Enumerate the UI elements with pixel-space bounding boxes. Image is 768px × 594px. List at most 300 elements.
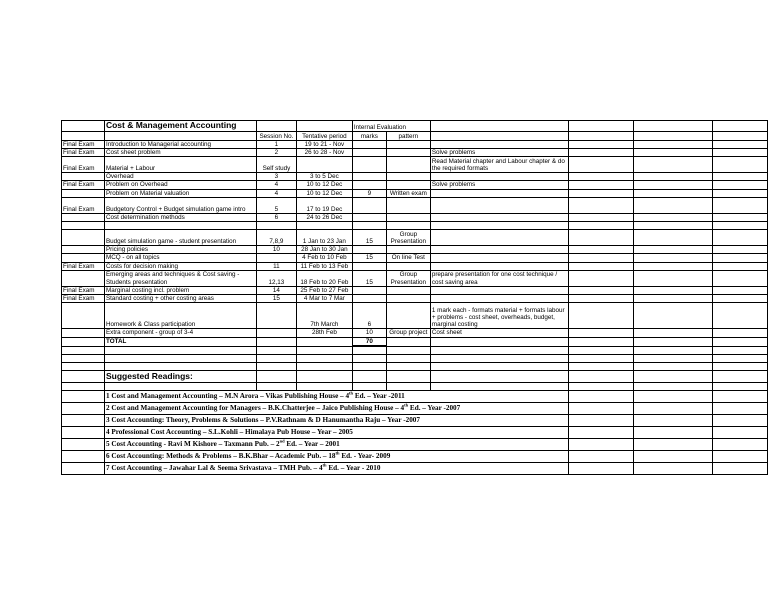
exam-type-cell: Final Exam xyxy=(62,286,105,294)
remarks-cell xyxy=(430,262,568,270)
marks-cell xyxy=(352,213,386,221)
cell xyxy=(256,370,296,382)
exam-type-cell xyxy=(62,173,105,181)
marks-cell xyxy=(352,197,386,213)
session-cell: 4 xyxy=(256,189,296,197)
remarks-cell xyxy=(430,246,568,254)
pattern-cell: Group Presentation xyxy=(386,230,430,246)
period-cell: 10 to 12 Dec xyxy=(296,189,352,197)
marks-cell xyxy=(352,157,386,173)
table-row xyxy=(62,213,768,221)
cell xyxy=(634,121,713,132)
cell xyxy=(568,140,634,148)
reading-text-end: Ed. – Year -2007 xyxy=(408,403,461,412)
marks-cell: 6 xyxy=(352,303,386,329)
cell xyxy=(256,362,296,370)
session-no-header: Session No. xyxy=(256,131,296,140)
pattern-cell: Group Presentation xyxy=(386,270,430,286)
period-cell: 7th March xyxy=(296,303,352,329)
pattern-cell: Written exam xyxy=(386,189,430,197)
table-row xyxy=(62,181,768,189)
marks-cell xyxy=(352,295,386,303)
marks-cell: 70 xyxy=(352,337,386,346)
period-cell: 3 to 5 Dec xyxy=(296,173,352,181)
cell xyxy=(352,370,386,382)
cell xyxy=(713,390,768,402)
table-row xyxy=(62,197,768,213)
cell xyxy=(430,354,568,362)
cell xyxy=(634,382,713,390)
session-cell: Self study xyxy=(256,157,296,173)
cell xyxy=(713,121,768,132)
session-cell xyxy=(256,222,296,230)
reading-row xyxy=(62,414,768,426)
cell xyxy=(62,402,105,414)
cell xyxy=(568,337,634,346)
period-cell: 28 Jan to 30 Jan xyxy=(296,246,352,254)
cell xyxy=(634,426,713,438)
table-row xyxy=(62,262,768,270)
exam-type-cell xyxy=(62,189,105,197)
cell xyxy=(568,362,634,370)
cell xyxy=(386,362,430,370)
period-cell: 10 to 12 Dec xyxy=(296,181,352,189)
pattern-cell xyxy=(386,173,430,181)
table-row xyxy=(62,303,768,329)
pattern-cell xyxy=(386,181,430,189)
reading-entry xyxy=(104,390,568,402)
topic-cell: TOTAL xyxy=(104,337,256,346)
reading-text: 6 Cost Accounting: Methods & Problems – B.K.Bhar – Academic Pub. – 18 xyxy=(105,451,336,460)
topic-cell xyxy=(104,222,256,230)
cell xyxy=(568,149,634,157)
remarks-cell xyxy=(430,230,568,246)
reading-row xyxy=(62,438,768,450)
cell xyxy=(634,222,713,230)
cell xyxy=(713,337,768,346)
cell xyxy=(62,370,105,382)
topic-cell: Extra component - group of 3-4 xyxy=(104,329,256,337)
pattern-cell xyxy=(386,222,430,230)
cell xyxy=(713,346,768,354)
session-cell xyxy=(256,337,296,346)
period-cell: 26 to 28 - Nov xyxy=(296,149,352,157)
cell xyxy=(713,450,768,462)
cell xyxy=(634,286,713,294)
cell xyxy=(713,149,768,157)
topic-cell: Budgetory Control + Budget simulation game intro xyxy=(104,197,256,213)
cell xyxy=(62,354,105,362)
cell xyxy=(634,295,713,303)
remarks-cell xyxy=(430,254,568,262)
topic-cell: Overhead xyxy=(104,173,256,181)
pattern-cell: On line Test xyxy=(386,254,430,262)
remarks-cell: Solve problems xyxy=(430,149,568,157)
exam-type-cell: Final Exam xyxy=(62,140,105,148)
cell xyxy=(430,131,568,140)
cell xyxy=(713,382,768,390)
cell xyxy=(713,370,768,382)
cell xyxy=(386,370,430,382)
cell xyxy=(568,402,634,414)
reading-superscript: th xyxy=(404,402,409,408)
reading-text: 7 Cost Accounting – Jawahar Lal & Seema Srivastava – TMH Pub. – 4 xyxy=(105,463,323,472)
cell xyxy=(713,131,768,140)
cell xyxy=(568,286,634,294)
marks-cell xyxy=(352,173,386,181)
pattern-cell xyxy=(386,337,430,346)
reading-row xyxy=(62,426,768,438)
exam-type-cell xyxy=(62,222,105,230)
session-cell xyxy=(256,303,296,329)
table-row xyxy=(62,246,768,254)
pattern-cell: Group project xyxy=(386,329,430,337)
cell xyxy=(430,362,568,370)
cell xyxy=(62,382,105,390)
marks-cell xyxy=(352,149,386,157)
period-cell: 28th Feb xyxy=(296,329,352,337)
session-cell: 5 xyxy=(256,197,296,213)
reading-text: 2 Cost and Management Accounting for Managers – B.K.Chatterjee – Jaico Publishing House – 4 xyxy=(105,403,405,412)
header-row xyxy=(62,131,768,140)
cell xyxy=(430,121,568,132)
cell xyxy=(713,354,768,362)
table-row xyxy=(62,286,768,294)
table-row xyxy=(62,337,768,346)
cell xyxy=(62,121,105,132)
cell xyxy=(296,121,352,132)
cell xyxy=(634,346,713,354)
cell xyxy=(62,131,105,140)
pattern-cell xyxy=(386,140,430,148)
cell xyxy=(568,354,634,362)
cell xyxy=(568,438,634,450)
reading-entry xyxy=(104,426,568,438)
table-row xyxy=(62,270,768,286)
period-cell: 4 Mar to 7 Mar xyxy=(296,295,352,303)
marks-cell xyxy=(352,222,386,230)
cell xyxy=(568,222,634,230)
cell xyxy=(634,157,713,173)
suggested-readings-row xyxy=(62,370,768,382)
reading-row xyxy=(62,462,768,474)
session-cell: 2 xyxy=(256,149,296,157)
exam-type-cell xyxy=(62,230,105,246)
cell xyxy=(256,346,296,354)
cell xyxy=(634,337,713,346)
cell xyxy=(634,354,713,362)
session-cell: 3 xyxy=(256,173,296,181)
table-row xyxy=(62,329,768,337)
cell xyxy=(713,173,768,181)
exam-type-cell xyxy=(62,329,105,337)
cell xyxy=(713,295,768,303)
pattern-header: pattern xyxy=(386,131,430,140)
cell xyxy=(634,131,713,140)
cell xyxy=(713,213,768,221)
session-cell: 15 xyxy=(256,295,296,303)
period-cell: 11 Feb to 13 Feb xyxy=(296,262,352,270)
cell xyxy=(568,426,634,438)
marks-cell xyxy=(352,140,386,148)
remarks-cell xyxy=(430,189,568,197)
period-cell: 18 Feb to 20 Feb xyxy=(296,270,352,286)
topic-cell: Material + Labour xyxy=(104,157,256,173)
cell xyxy=(713,362,768,370)
exam-type-cell: Final Exam xyxy=(62,295,105,303)
pattern-cell xyxy=(386,157,430,173)
topic-cell: Problem on Material valuation xyxy=(104,189,256,197)
cell xyxy=(296,382,352,390)
cell xyxy=(568,295,634,303)
topic-cell: Costs for decision making xyxy=(104,262,256,270)
remarks-cell xyxy=(430,337,568,346)
period-cell: 24 to 26 Dec xyxy=(296,213,352,221)
reading-text: 1 Cost and Management Accounting – M.N Arora – Vikas Publishing House – 4 xyxy=(105,391,350,400)
cell xyxy=(568,262,634,270)
marks-cell xyxy=(352,262,386,270)
cell xyxy=(104,382,256,390)
exam-type-cell xyxy=(62,246,105,254)
cell xyxy=(713,286,768,294)
cell xyxy=(386,382,430,390)
cell xyxy=(713,189,768,197)
cell xyxy=(634,140,713,148)
pattern-cell xyxy=(386,286,430,294)
marks-cell xyxy=(352,181,386,189)
session-cell: 1 xyxy=(256,140,296,148)
cell xyxy=(430,346,568,354)
session-cell: 4 xyxy=(256,181,296,189)
cell xyxy=(713,140,768,148)
empty-row xyxy=(62,382,768,390)
cell xyxy=(568,121,634,132)
cell xyxy=(634,213,713,221)
reading-entry xyxy=(104,414,568,426)
cell xyxy=(713,262,768,270)
cell xyxy=(568,197,634,213)
cell xyxy=(713,462,768,474)
remarks-cell xyxy=(430,213,568,221)
cell xyxy=(634,181,713,189)
cell xyxy=(104,362,256,370)
cell xyxy=(62,462,105,474)
cell xyxy=(634,362,713,370)
reading-text-end: Ed. – Year – 2001 xyxy=(284,439,340,448)
session-cell: 10 xyxy=(256,246,296,254)
period-cell: 1 Jan to 23 Jan xyxy=(296,230,352,246)
topic-cell: Emerging areas and techniques & Cost saving - Students presentation xyxy=(104,270,256,286)
cell xyxy=(568,370,634,382)
topic-cell: MCQ - on all topics xyxy=(104,254,256,262)
reading-row xyxy=(62,390,768,402)
cell xyxy=(634,254,713,262)
cell xyxy=(62,362,105,370)
marks-cell: 15 xyxy=(352,270,386,286)
cell xyxy=(62,450,105,462)
reading-superscript: th xyxy=(349,390,354,396)
cell xyxy=(296,354,352,362)
cell xyxy=(568,230,634,246)
topic-cell: Problem on Overhead xyxy=(104,181,256,189)
cell xyxy=(386,346,430,354)
cell xyxy=(634,450,713,462)
reading-text-end: Ed. - Year- 2009 xyxy=(339,451,391,460)
reading-text: 5 Cost Accounting - Ravi M Kishore – Taxmann Pub. – 2 xyxy=(105,439,280,448)
empty-row xyxy=(62,354,768,362)
tentative-period-header: Tentative period xyxy=(296,131,352,140)
exam-type-cell xyxy=(62,270,105,286)
cell xyxy=(634,370,713,382)
cell xyxy=(634,173,713,181)
remarks-cell xyxy=(430,295,568,303)
cell xyxy=(713,270,768,286)
cell xyxy=(430,370,568,382)
cell xyxy=(568,270,634,286)
topic-cell: Cost determination methods xyxy=(104,213,256,221)
period-cell: 19 to 21 - Nov xyxy=(296,140,352,148)
reading-superscript: th xyxy=(322,462,327,468)
cell xyxy=(713,222,768,230)
cell xyxy=(713,426,768,438)
title-row xyxy=(62,121,768,132)
cell xyxy=(634,402,713,414)
topic-cell: Introduction to Managerial accounting xyxy=(104,140,256,148)
reading-entry xyxy=(104,438,568,450)
remarks-cell xyxy=(430,286,568,294)
cell xyxy=(296,362,352,370)
remarks-cell xyxy=(430,222,568,230)
empty-row xyxy=(62,346,768,354)
session-cell: 7,8,9 xyxy=(256,230,296,246)
table-row xyxy=(62,254,768,262)
cell xyxy=(634,189,713,197)
pattern-cell xyxy=(386,213,430,221)
session-cell: 11 xyxy=(256,262,296,270)
cell xyxy=(634,149,713,157)
remarks-cell: Read Material chapter and Labour chapter & do the required formats xyxy=(430,157,568,173)
marks-cell: 9 xyxy=(352,189,386,197)
cell xyxy=(352,382,386,390)
cell xyxy=(713,230,768,246)
reading-text: 3 Cost Accounting: Theory, Problems & Solutions – P.V.Rathnam & D Hanumantha Raju – Year -2007 xyxy=(105,415,420,424)
cell xyxy=(634,390,713,402)
pattern-cell xyxy=(386,262,430,270)
cell xyxy=(713,402,768,414)
cell xyxy=(104,346,256,354)
remarks-cell xyxy=(430,173,568,181)
cell xyxy=(256,382,296,390)
cell xyxy=(568,157,634,173)
marks-header: marks xyxy=(352,131,386,140)
cell xyxy=(296,370,352,382)
cell xyxy=(568,462,634,474)
cell xyxy=(568,303,634,329)
period-cell xyxy=(296,157,352,173)
cell xyxy=(634,246,713,254)
cell xyxy=(634,462,713,474)
cell xyxy=(568,181,634,189)
cell xyxy=(634,303,713,329)
cell xyxy=(634,230,713,246)
session-cell xyxy=(256,254,296,262)
cell xyxy=(713,181,768,189)
cell xyxy=(568,329,634,337)
table-row xyxy=(62,222,768,230)
cell xyxy=(713,438,768,450)
topic-cell: Budget simulation game - student presentation xyxy=(104,230,256,246)
reading-text: 4 Professional Cost Accounting – S.L.Kohli – Himalaya Pub House – Year – 2005 xyxy=(105,427,353,436)
topic-cell: Cost sheet problem xyxy=(104,149,256,157)
cell xyxy=(352,346,386,354)
cell xyxy=(713,414,768,426)
cell xyxy=(62,414,105,426)
remarks-cell: Cost sheet xyxy=(430,329,568,337)
remarks-cell xyxy=(430,197,568,213)
exam-type-cell: Final Exam xyxy=(62,181,105,189)
cell xyxy=(568,246,634,254)
pattern-cell xyxy=(386,149,430,157)
pattern-cell xyxy=(386,295,430,303)
cell xyxy=(568,254,634,262)
cell xyxy=(62,426,105,438)
reading-superscript: nd xyxy=(279,438,285,444)
cell xyxy=(430,382,568,390)
cell xyxy=(568,189,634,197)
table-row xyxy=(62,149,768,157)
marks-cell: 10 xyxy=(352,329,386,337)
remarks-cell xyxy=(430,140,568,148)
table-row xyxy=(62,189,768,197)
cell xyxy=(713,246,768,254)
exam-type-cell: Final Exam xyxy=(62,197,105,213)
remarks-cell: prepare presentation for one cost technique / cost saving area xyxy=(430,270,568,286)
marks-cell: 15 xyxy=(352,254,386,262)
table-row xyxy=(62,173,768,181)
cell xyxy=(634,270,713,286)
exam-type-cell xyxy=(62,337,105,346)
cell xyxy=(296,346,352,354)
topic-cell: Homework & Class participation xyxy=(104,303,256,329)
period-cell: 25 Feb to 27 Feb xyxy=(296,286,352,294)
period-cell xyxy=(296,222,352,230)
cell xyxy=(713,254,768,262)
exam-type-cell: Final Exam xyxy=(62,157,105,173)
cell xyxy=(634,197,713,213)
exam-type-cell xyxy=(62,213,105,221)
cell xyxy=(104,131,256,140)
cell xyxy=(568,131,634,140)
cell xyxy=(62,390,105,402)
cell xyxy=(104,354,256,362)
topic-cell: Standard costing + other costing areas xyxy=(104,295,256,303)
cell xyxy=(634,414,713,426)
cell xyxy=(713,303,768,329)
remarks-cell: Solve problems xyxy=(430,181,568,189)
cell xyxy=(568,173,634,181)
session-cell: 14 xyxy=(256,286,296,294)
period-cell: 4 Feb to 10 Feb xyxy=(296,254,352,262)
reading-entry xyxy=(104,462,568,474)
reading-text-end: Ed. – Year -2011 xyxy=(353,391,405,400)
cell xyxy=(634,438,713,450)
pattern-cell xyxy=(386,303,430,329)
exam-type-cell xyxy=(62,303,105,329)
cell xyxy=(568,450,634,462)
reading-entry xyxy=(104,450,568,462)
session-cell: 6 xyxy=(256,213,296,221)
empty-row xyxy=(62,362,768,370)
